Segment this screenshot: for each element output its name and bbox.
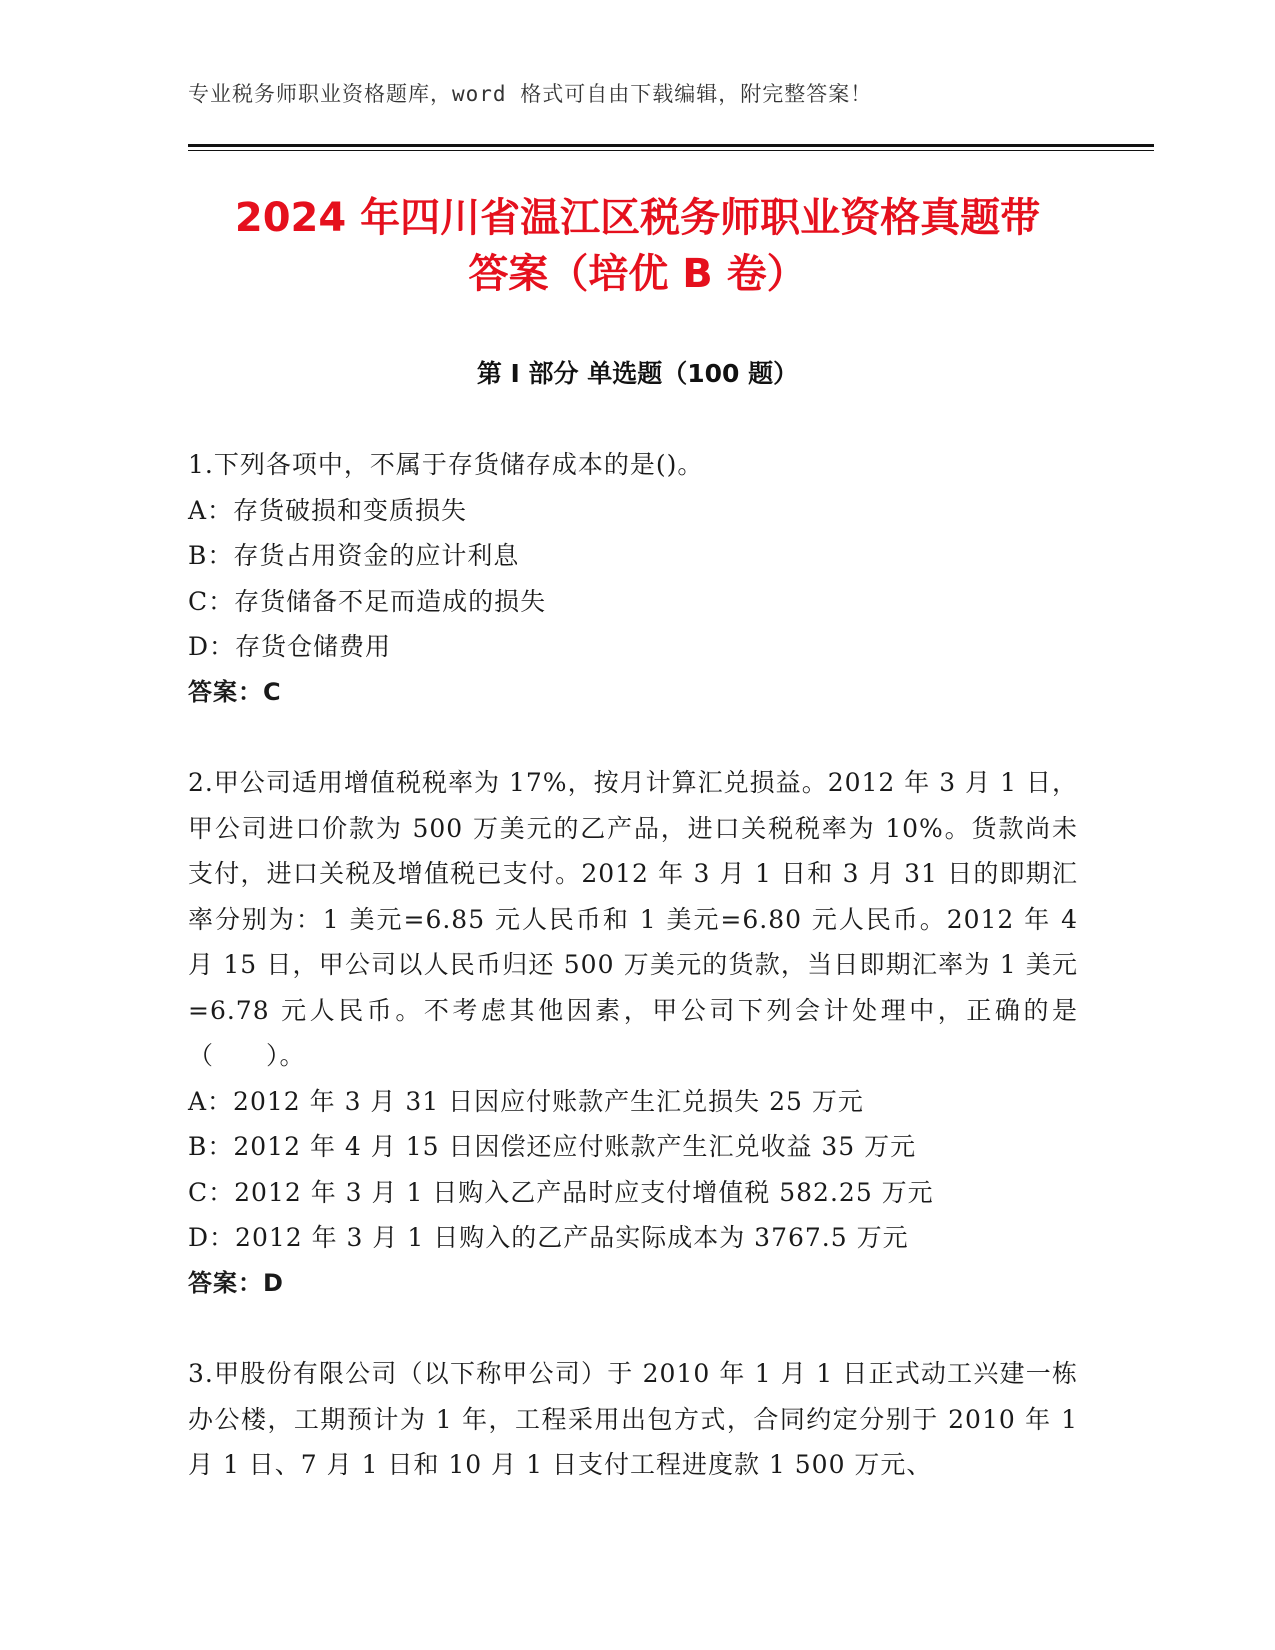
- header-note: 专业税务师职业资格题库，word 格式可自由下载编辑，附完整答案！: [188, 82, 873, 106]
- question-text: 2.甲公司适用增值税税率为 17%，按月计算汇兑损益。2012 年 3 月 1 日，甲公司进口价款为 500 万美元的乙产品，进口关税税率为 10%。货款尚未支付，进口关税及增值税已支付。2012 年 3 月 1 日和 3 月 31 日的即期汇率分别为：1 美元=6.85 元人民币和 1 美元=6.80 元人民币。2012 年 4 月 15 日，甲公司以人民币归还 500 万美元的货款，当日即期汇率为 1 美元=6.78 元人民币。不考虑其他因素，甲公司下列会计处理中，正确的是（ ）。: [188, 768, 1078, 1070]
- title-line-2: 答案（培优 B 卷）: [468, 251, 807, 297]
- document-title: [150, 190, 1125, 302]
- option-c: C：存货储备不足而造成的损失: [188, 586, 547, 616]
- question-list: [188, 442, 1078, 1488]
- question-3: [188, 1351, 1078, 1488]
- spacer: [188, 715, 1078, 760]
- question-text: 1.下列各项中，不属于存货储存成本的是()。: [188, 450, 704, 479]
- option-d: D：存货仓储费用: [188, 632, 392, 661]
- answer: 答案：D: [188, 1268, 284, 1297]
- question-2: [188, 760, 1078, 1306]
- option-d: D：2012 年 3 月 1 日购入的乙产品实际成本为 3767.5 万元: [188, 1223, 909, 1252]
- spacer: [188, 1306, 1078, 1351]
- section-heading: 第 I 部分 单选题（100 题）: [476, 359, 799, 388]
- header-rule-thin: [188, 150, 1154, 151]
- title-line-1: 2024 年四川省温江区税务师职业资格真题带: [234, 195, 1041, 241]
- option-a: A：2012 年 3 月 31 日因应付账款产生汇兑损失 25 万元: [188, 1086, 864, 1116]
- option-b: B：2012 年 4 月 15 日因偿还应付账款产生汇兑收益 35 万元: [188, 1132, 917, 1161]
- option-a: A：存货破损和变质损失: [188, 495, 468, 525]
- option-b: B：存货占用资金的应计利息: [188, 541, 520, 570]
- answer: 答案：C: [188, 677, 282, 706]
- question-1: [188, 442, 1078, 715]
- question-text: 3.甲股份有限公司（以下称甲公司）于 2010 年 1 月 1 日正式动工兴建一栋办公楼，工期预计为 1 年，工程采用出包方式，合同约定分别于 2010 年 1 月 1 日、7 月 1 日和 10 月 1 日支付工程进度款 1 500 万元、: [188, 1359, 1078, 1479]
- header-rule-thick: [188, 144, 1154, 147]
- option-c: C：2012 年 3 月 1 日购入乙产品时应支付增值税 582.25 万元: [188, 1177, 934, 1207]
